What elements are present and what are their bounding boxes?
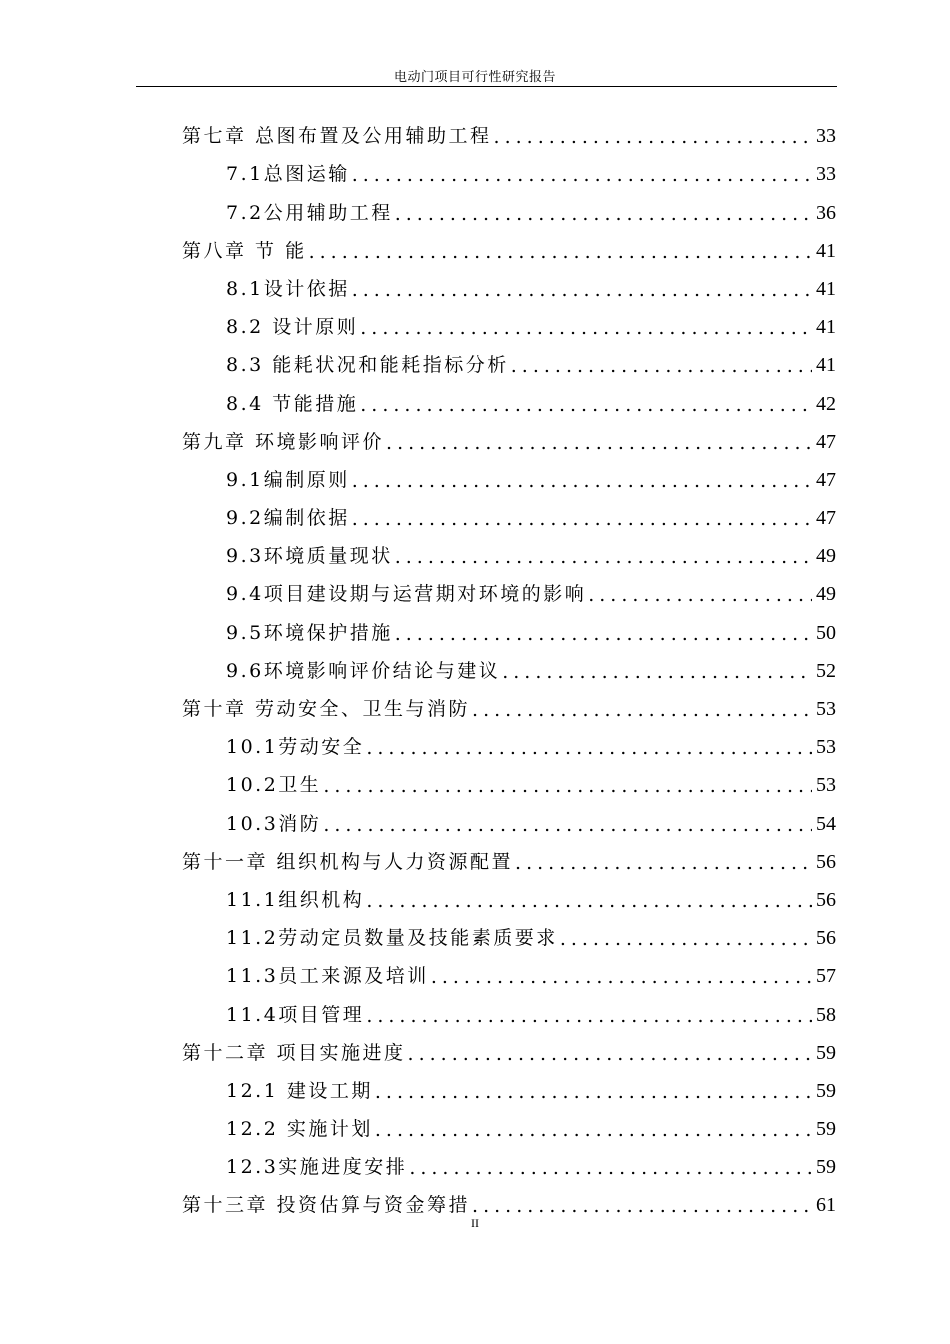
toc-section-entry[interactable] <box>182 988 836 1026</box>
toc-entry-page-number: 56 <box>816 850 836 873</box>
toc-entry-page-number: 41 <box>816 239 836 262</box>
toc-chapter-entry[interactable] <box>182 110 836 148</box>
toc-entry-title: 7.2公用辅助工程 <box>226 201 393 224</box>
toc-section-entry[interactable] <box>182 721 836 759</box>
toc-dot-leader <box>395 546 812 568</box>
toc-section-entry[interactable] <box>182 645 836 683</box>
toc-dot-leader <box>375 1119 812 1141</box>
toc-entry-page-number: 47 <box>816 430 836 453</box>
toc-section-entry[interactable] <box>182 530 836 568</box>
toc-section-entry[interactable] <box>182 339 836 377</box>
toc-entry-page-number: 36 <box>816 201 836 224</box>
toc-section-entry[interactable] <box>182 759 836 797</box>
toc-chapter-entry[interactable] <box>182 1027 836 1065</box>
toc-dot-leader <box>395 623 812 645</box>
toc-entry-title: 10.2卫生 <box>226 774 322 797</box>
toc-entry-title: 第十三章 投资估算与资金筹措 <box>182 1194 471 1217</box>
toc-dot-leader <box>366 1005 812 1027</box>
toc-entry-title: 12.2 实施计划 <box>226 1118 373 1141</box>
toc-entry-page-number: 49 <box>816 545 836 568</box>
toc-dot-leader <box>502 661 812 683</box>
toc-entry-title: 10.1劳动安全 <box>226 736 365 759</box>
toc-entry-page-number: 53 <box>816 736 836 759</box>
toc-dot-leader <box>395 203 812 225</box>
toc-entry-title: 11.1组织机构 <box>226 888 365 911</box>
toc-entry-title: 第七章 总图布置及公用辅助工程 <box>182 125 492 148</box>
toc-dot-leader <box>494 126 812 148</box>
toc-entry-page-number: 59 <box>816 1079 836 1102</box>
toc-entry-page-number: 57 <box>816 965 836 988</box>
toc-dot-leader <box>515 852 812 874</box>
toc-dot-leader <box>309 241 812 263</box>
toc-entry-title: 8.2 设计原则 <box>226 316 359 339</box>
toc-dot-leader <box>352 279 812 301</box>
toc-entry-title: 11.2劳动定员数量及技能素质要求 <box>226 927 558 950</box>
toc-chapter-entry[interactable] <box>182 225 836 263</box>
toc-entry-page-number: 61 <box>816 1194 836 1217</box>
toc-entry-page-number: 52 <box>816 659 836 682</box>
toc-dot-leader <box>472 699 812 721</box>
toc-entry-page-number: 56 <box>816 927 836 950</box>
toc-entry-page-number: 41 <box>816 316 836 339</box>
toc-dot-leader <box>409 1157 812 1179</box>
toc-section-entry[interactable] <box>182 1141 836 1179</box>
toc-entry-page-number: 50 <box>816 621 836 644</box>
toc-section-entry[interactable] <box>182 492 836 530</box>
toc-entry-title: 9.1编制原则 <box>226 468 350 491</box>
toc-entry-title: 8.1设计依据 <box>226 277 350 300</box>
toc-entry-page-number: 59 <box>816 1041 836 1064</box>
toc-dot-leader <box>472 1195 812 1217</box>
toc-entry-title: 11.4项目管理 <box>226 1003 365 1026</box>
toc-entry-page-number: 41 <box>816 354 836 377</box>
toc-dot-leader <box>352 164 812 186</box>
toc-section-entry[interactable] <box>182 874 836 912</box>
toc-entry-page-number: 41 <box>816 277 836 300</box>
toc-dot-leader <box>323 814 812 836</box>
toc-entry-page-number: 58 <box>816 1003 836 1026</box>
toc-entry-title: 9.6环境影响评价结论与建议 <box>226 659 501 682</box>
toc-entry-title: 12.1 建设工期 <box>226 1079 373 1102</box>
toc-section-entry[interactable] <box>182 797 836 835</box>
toc-dot-leader <box>375 1081 812 1103</box>
toc-entry-title: 7.1总图运输 <box>226 163 350 186</box>
toc-entry-page-number: 42 <box>816 392 836 415</box>
toc-entry-page-number: 59 <box>816 1118 836 1141</box>
toc-dot-leader <box>431 966 812 988</box>
toc-entry-title: 8.3 能耗状况和能耗指标分析 <box>226 354 509 377</box>
toc-entry-title: 9.3环境质量现状 <box>226 545 393 568</box>
toc-dot-leader <box>366 890 812 912</box>
toc-section-entry[interactable] <box>182 1103 836 1141</box>
toc-entry-title: 11.3员工来源及培训 <box>226 965 429 988</box>
toc-dot-leader <box>352 470 812 492</box>
toc-entry-title: 12.3实施进度安排 <box>226 1156 408 1179</box>
toc-section-entry[interactable] <box>182 912 836 950</box>
toc-section-entry[interactable] <box>182 148 836 186</box>
toc-entry-page-number: 54 <box>816 812 836 835</box>
toc-entry-title: 8.4 节能措施 <box>226 392 359 415</box>
toc-entry-page-number: 47 <box>816 507 836 530</box>
toc-dot-leader <box>366 737 812 759</box>
toc-entry-title: 第八章 节 能 <box>182 239 307 262</box>
toc-section-entry[interactable] <box>182 1065 836 1103</box>
toc-entry-page-number: 33 <box>816 163 836 186</box>
toc-section-entry[interactable] <box>182 301 836 339</box>
toc-chapter-entry[interactable] <box>182 836 836 874</box>
toc-entry-title: 第十一章 组织机构与人力资源配置 <box>182 850 514 873</box>
toc-dot-leader <box>352 508 812 530</box>
toc-entry-title: 第九章 环境影响评价 <box>182 430 385 453</box>
footer-page-number: II <box>471 1216 479 1230</box>
toc-entry-title: 第十章 劳动安全、卫生与消防 <box>182 698 471 720</box>
toc-section-entry[interactable] <box>182 606 836 644</box>
toc-dot-leader <box>386 432 812 454</box>
toc-entry-page-number: 49 <box>816 583 836 606</box>
toc-dot-leader <box>588 584 812 606</box>
toc-entry-page-number: 47 <box>816 468 836 491</box>
header-title: 电动门项目可行性研究报告 <box>393 70 556 85</box>
toc-dot-leader <box>560 928 812 950</box>
toc-section-entry[interactable] <box>182 568 836 606</box>
header-divider <box>136 86 837 87</box>
toc-dot-leader <box>323 775 812 797</box>
toc-entry-title: 9.4项目建设期与运营期对环境的影响 <box>226 583 587 606</box>
toc-dot-leader <box>360 317 812 339</box>
toc-entry-title: 9.5环境保护措施 <box>226 621 393 644</box>
table-of-contents <box>182 110 836 1217</box>
toc-section-entry[interactable] <box>182 950 836 988</box>
toc-chapter-entry[interactable] <box>182 416 836 454</box>
toc-section-entry[interactable] <box>182 186 836 224</box>
toc-entry-title: 第十二章 项目实施进度 <box>182 1041 406 1064</box>
toc-section-entry[interactable] <box>182 377 836 415</box>
toc-entry-page-number: 59 <box>816 1156 836 1179</box>
toc-entry-page-number: 53 <box>816 774 836 797</box>
toc-dot-leader <box>360 394 812 416</box>
toc-section-entry[interactable] <box>182 454 836 492</box>
toc-chapter-entry[interactable] <box>182 1179 836 1217</box>
toc-dot-leader <box>408 1043 812 1065</box>
toc-chapter-entry[interactable] <box>182 683 836 721</box>
toc-section-entry[interactable] <box>182 263 836 301</box>
toc-entry-title: 9.2编制依据 <box>226 507 350 530</box>
toc-entry-page-number: 33 <box>816 125 836 148</box>
toc-entry-page-number: 56 <box>816 888 836 911</box>
toc-entry-page-number: 53 <box>816 698 836 720</box>
toc-entry-title: 10.3消防 <box>226 812 322 835</box>
toc-dot-leader <box>511 355 812 377</box>
